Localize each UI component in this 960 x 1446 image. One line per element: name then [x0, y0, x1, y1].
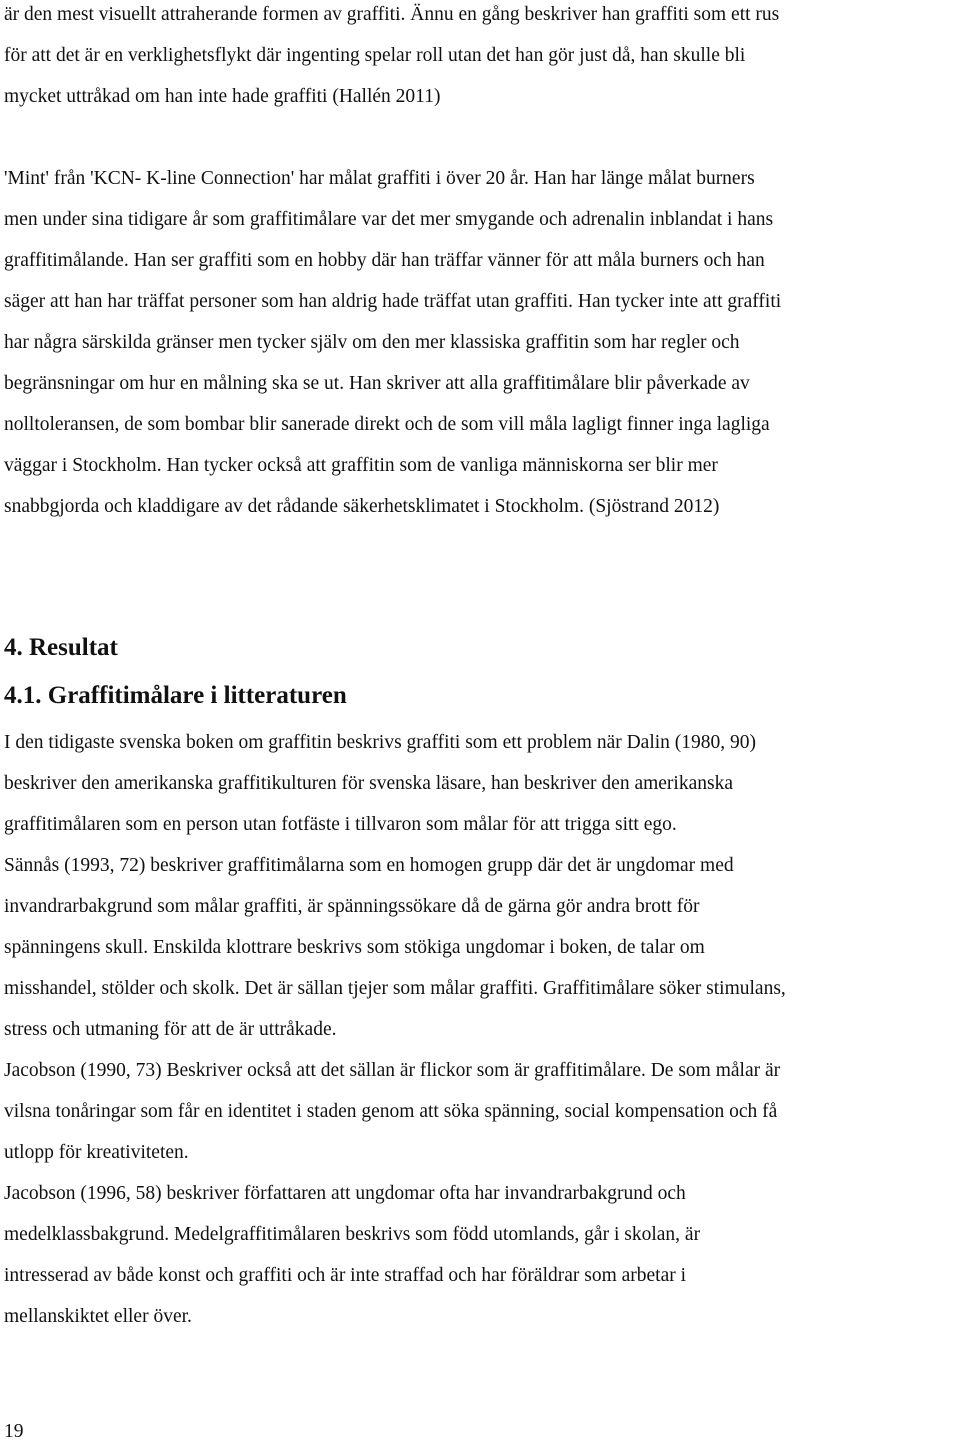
text-line: I den tidigaste svenska boken om graffitin beskrivs graffiti som ett problem när Dalin (1980, 90)	[4, 732, 757, 753]
text-line: stress och utmaning för att de är uttråkade.	[4, 1019, 337, 1040]
text-line: väggar i Stockholm. Han tycker också att graffitin som de vanliga människorna ser blir mer	[4, 455, 718, 476]
text-line: graffitimålande. Han ser graffiti som en hobby där han träffar vänner för att måla burners och han	[4, 250, 765, 271]
text-line: Jacobson (1996, 58) beskriver författaren att ungdomar ofta har invandrarbakgrund och	[4, 1183, 686, 1204]
text-line: är den mest visuellt attraherande formen av graffiti. Ännu en gång beskriver han graffiti som ett rus	[4, 4, 780, 25]
text-line: men under sina tidigare år som graffitimålare var det mer smygande och adrenalin inblandat i hans	[4, 209, 774, 230]
text-line: Jacobson (1990, 73) Beskriver också att det sällan är flickor som är graffitimålare. De som målar är	[4, 1060, 781, 1081]
text-line: Sännås (1993, 72) beskriver graffitimålarna som en homogen grupp där det är ungdomar med	[4, 855, 734, 876]
paragraph-dalin	[4, 722, 956, 845]
text-line: intresserad av både konst och graffiti och är inte straffad och har föräldrar som arbetar i	[4, 1265, 687, 1286]
text-line: graffitimålaren som en person utan fotfäste i tillvaron som målar för att trigga sitt ego.	[4, 814, 677, 835]
text-line: utlopp för kreativiteten.	[4, 1142, 189, 1163]
text-line: misshandel, stölder och skolk. Det är sällan tjejer som målar graffiti. Graffitimålare söker stimulans,	[4, 978, 786, 999]
paragraph-jacobson-1996	[4, 1173, 956, 1337]
text-line: beskriver den amerikanska graffitikulturen för svenska läsare, han beskriver den amerikanska	[4, 773, 733, 794]
text-line: har några särskilda gränser men tycker själv om den mer klassiska graffitin som har regler och	[4, 332, 740, 353]
paragraph-jacobson-1990	[4, 1050, 956, 1173]
page-number: 19	[4, 1421, 24, 1442]
text-line: spänningens skull. Enskilda klottrare beskrivs som stökiga ungdomar i boken, de talar om	[4, 937, 705, 958]
paragraph-hallen	[4, 0, 956, 117]
text-line: mellanskiktet eller över.	[4, 1306, 192, 1327]
section-heading: 4. Resultat	[4, 634, 118, 661]
text-line: 'Mint' från 'KCN- K-line Connection' har målat graffiti i över 20 år. Han har länge målat burners	[4, 168, 755, 189]
text-line: mycket uttråkad om han inte hade graffiti (Hallén 2011)	[4, 86, 441, 107]
paragraph-sannas	[4, 845, 956, 1050]
subsection-heading: 4.1. Graffitimålare i litteraturen	[4, 682, 347, 709]
text-line: nolltoleransen, de som bombar blir sanerade direkt och de som vill måla lagligt finner inga lagliga	[4, 414, 770, 435]
text-line: säger att han har träffat personer som han aldrig hade träffat utan graffiti. Han tycker inte att graffiti	[4, 291, 782, 312]
paragraph-mint	[4, 158, 956, 527]
text-line: vilsna tonåringar som får en identitet i staden genom att söka spänning, social kompensation och få	[4, 1101, 778, 1122]
text-line: begränsningar om hur en målning ska se ut. Han skriver att alla graffitimålare blir påverkade av	[4, 373, 750, 394]
text-line: medelklassbakgrund. Medelgraffitimålaren beskrivs som född utomlands, går i skolan, är	[4, 1224, 701, 1245]
text-line: för att det är en verklighetsflykt där ingenting spelar roll utan det han gör just då, han skulle bli	[4, 45, 746, 66]
text-line: invandrarbakgrund som målar graffiti, är spänningssökare då de gärna gör andra brott för	[4, 896, 700, 917]
text-line: snabbgjorda och kladdigare av det rådande säkerhetsklimatet i Stockholm. (Sjöstrand 2012)	[4, 496, 720, 517]
